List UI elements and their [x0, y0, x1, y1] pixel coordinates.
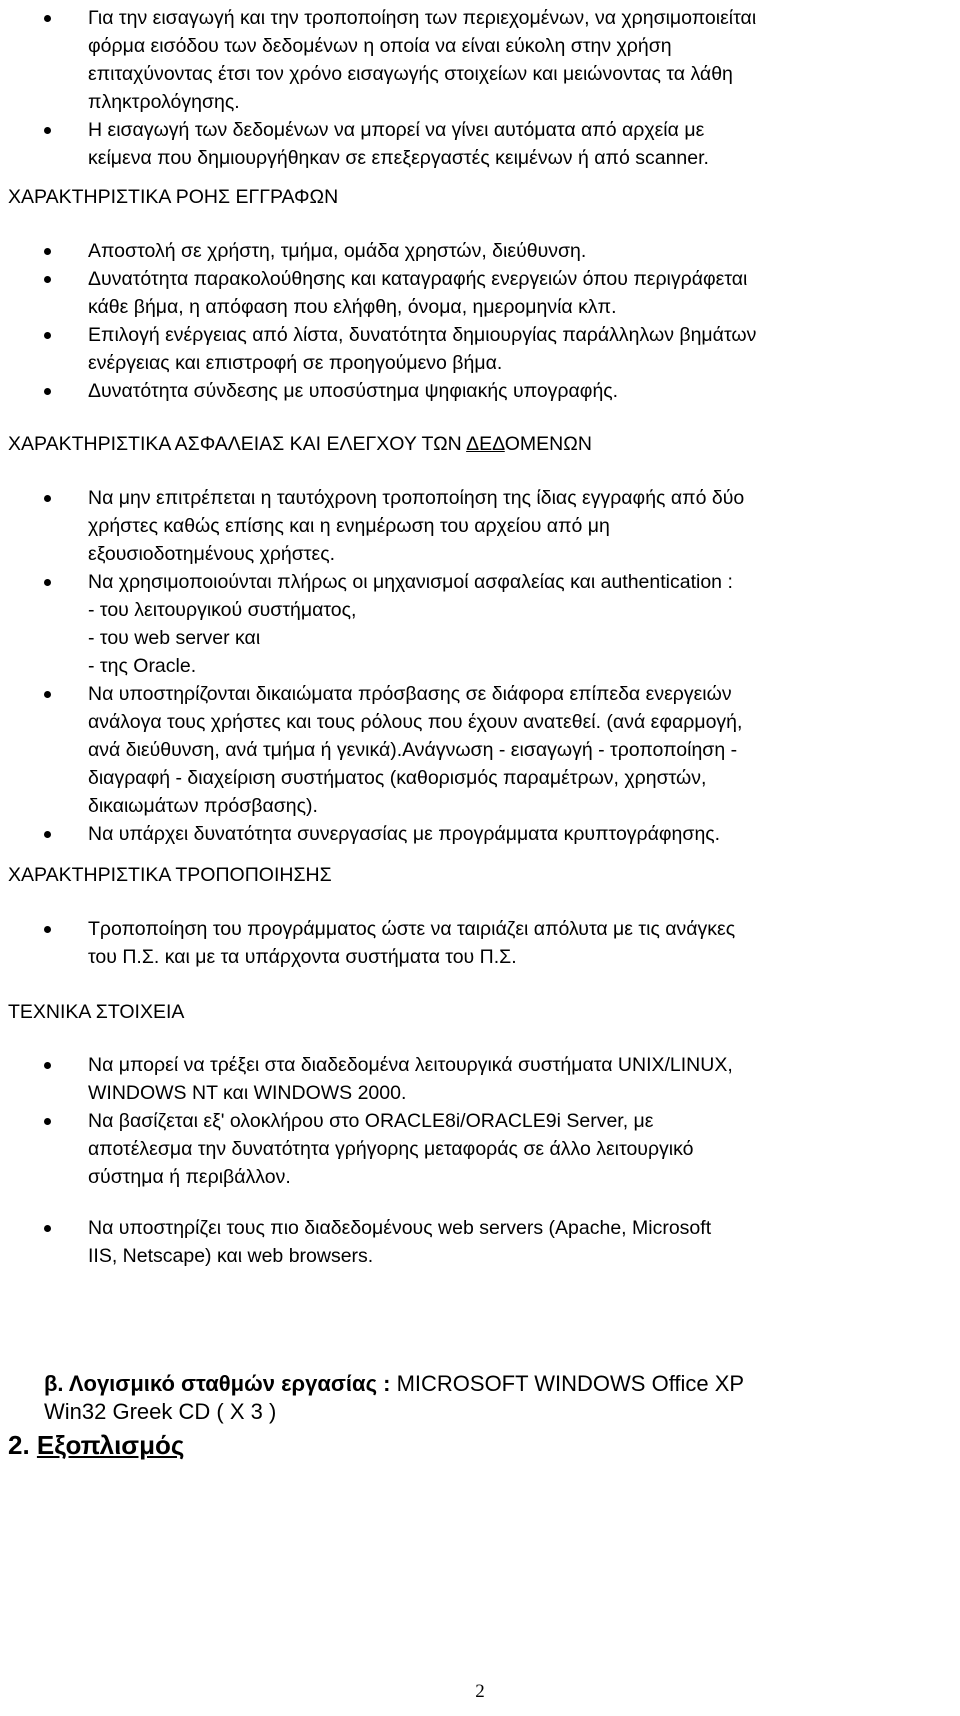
- list-item: [0, 568, 960, 680]
- heading-modification: ΧΑΡΑΚΤΗΡΙΣΤΙΚΑ ΤΡΟΠΟΠΟΙΗΣΗΣ: [8, 864, 332, 886]
- list-item-line: - του λειτουργικού συστήματος,: [88, 599, 357, 621]
- list-item-line: Επιλογή ενέργειας από λίστα, δυνατότητα δημιουργίας παράλληλων βημάτων: [88, 324, 757, 346]
- list-item: [0, 1107, 960, 1191]
- section-b-software: [44, 1370, 744, 1426]
- list-item-line: του Π.Σ. και με τα υπάρχοντα συστήματα του Π.Σ.: [88, 946, 517, 968]
- list-item: [0, 321, 960, 377]
- section-b-line2: Win32 Greek CD ( X 3 ): [44, 1399, 277, 1424]
- list-item-line: Δυνατότητα σύνδεσης με υποσύστημα ψηφιακής υπογραφής.: [88, 380, 619, 402]
- list-item-line: ανά διεύθυνση, ανά τμήμα ή γενικά).Ανάγνωση - εισαγωγή - τροποποίηση -: [88, 739, 738, 761]
- heading-flow: ΧΑΡΑΚΤΗΡΙΣΤΙΚΑ ΡΟΗΣ ΕΓΓΡΑΦΩΝ: [8, 186, 339, 208]
- list-item: [0, 116, 960, 172]
- list-item: [0, 1214, 960, 1270]
- list-item-line: κείμενα που δημιουργήθηκαν σε επεξεργαστές κειμένων ή από scanner.: [88, 147, 709, 169]
- section-b-value: MICROSOFT WINDOWS Office XP: [390, 1371, 745, 1396]
- list-item: [0, 377, 960, 405]
- section-b-label: β. Λογισμικό σταθμών εργασίας :: [44, 1371, 391, 1396]
- technical-list-b: [0, 1214, 960, 1270]
- list-item-line: Να χρησιμοποιούνται πλήρως οι μηχανισμοί ασφαλείας και authentication :: [88, 571, 733, 593]
- technical-list-block-b: [0, 1214, 960, 1270]
- list-item-line: Αποστολή σε χρήστη, τμήμα, ομάδα χρηστών, διεύθυνση.: [88, 240, 587, 262]
- section-2-heading: [8, 1429, 184, 1461]
- section-2-title: Εξοπλισμός: [36, 1430, 185, 1460]
- modification-list-block: [0, 915, 960, 971]
- list-item: [0, 4, 960, 116]
- section-2-number: 2.: [8, 1430, 37, 1460]
- list-item-line: Να μην επιτρέπεται η ταυτόχρονη τροποποίηση της ίδιας εγγραφής από δύο: [88, 487, 745, 509]
- list-item-line: WINDOWS NT και WINDOWS 2000.: [88, 1082, 407, 1104]
- list-item-line: - του web server και: [88, 627, 261, 649]
- list-item-line: αποτέλεσμα την δυνατότητα γρήγορης μεταφοράς σε άλλο λειτουργικό: [88, 1138, 694, 1160]
- list-item-line: διαγραφή - διαχείριση συστήματος (καθορισμός παραμέτρων, χρηστών,: [88, 767, 707, 789]
- list-item-line: Να υποστηρίζονται δικαιώματα πρόσβασης σε διάφορα επίπεδα ενεργειών: [88, 683, 732, 705]
- modification-list: [0, 915, 960, 971]
- flow-list: [0, 237, 960, 405]
- list-item-line: χρήστες καθώς επίσης και η ενημέρωση του αρχείου από μη: [88, 515, 610, 537]
- list-item-line: κάθε βήμα, η απόφαση που ελήφθη, όνομα, ημερομηνία κλπ.: [88, 296, 617, 318]
- list-item-line: - της Oracle.: [88, 655, 197, 677]
- list-item-line: Να υπάρχει δυνατότητα συνεργασίας με προγράμματα κρυπτογράφησης.: [88, 823, 721, 845]
- page-number: 2: [475, 1681, 485, 1702]
- security-list-block: [0, 484, 960, 848]
- list-item: [0, 484, 960, 568]
- list-item-line: Η εισαγωγή των δεδομένων να μπορεί να γίνει αυτόματα από αρχεία με: [88, 119, 705, 141]
- flow-list-block: [0, 237, 960, 405]
- list-item-line: Να βασίζεται εξ' ολοκλήρου στο ORACLE8i/ORACLE9i Server, με: [88, 1110, 654, 1132]
- list-item-line: Δυνατότητα παρακολούθησης και καταγραφής ενεργειών όπου περιγράφεται: [88, 268, 748, 290]
- list-item-line: ενέργειας και επιστροφή σε προηγούμενο βήμα.: [88, 352, 503, 374]
- list-item: [0, 237, 960, 265]
- list-item-line: επιταχύνοντας έτσι τον χρόνο εισαγωγής στοιχείων και μειώνοντας τα λάθη: [88, 63, 733, 85]
- list-item: [0, 265, 960, 321]
- list-item-line: δικαιωμάτων πρόσβασης).: [88, 795, 318, 817]
- technical-list-a: [0, 1051, 960, 1191]
- list-item-line: φόρμα εισόδου των δεδομένων η οποία να είναι εύκολη στην χρήση: [88, 35, 672, 57]
- heading-technical: ΤΕΧΝΙΚΑ ΣΤΟΙΧΕΙΑ: [8, 1001, 185, 1023]
- list-item-line: εξουσιοδοτημένους χρήστες.: [88, 543, 336, 565]
- technical-list-block-a: [0, 1051, 960, 1191]
- list-item: [0, 915, 960, 971]
- list-item-line: Τροποποίηση του προγράμματος ώστε να ταιριάζει απόλυτα με τις ανάγκες: [88, 918, 736, 940]
- list-item-line: σύστημα ή περιβάλλον.: [88, 1166, 291, 1188]
- section-b-line1: [44, 1370, 744, 1398]
- list-item: [0, 1051, 960, 1107]
- list-item: [0, 820, 960, 848]
- list-item: [0, 680, 960, 820]
- security-list: [0, 484, 960, 848]
- intro-list-block: [0, 4, 960, 172]
- list-item-line: πληκτρολόγησης.: [88, 91, 240, 113]
- list-item-line: Να μπορεί να τρέξει στα διαδεδομένα λειτουργικά συστήματα UNIX/LINUX,: [88, 1054, 733, 1076]
- intro-list: [0, 4, 960, 172]
- list-item-line: IIS, Netscape) και web browsers.: [88, 1245, 374, 1267]
- heading-security: ΧΑΡΑΚΤΗΡΙΣΤΙΚΑ ΑΣΦΑΛΕΙΑΣ ΚΑΙ ΕΛΕΓΧΟΥ ΤΩΝ ΔΕΔΟΜΕΝΩΝ: [8, 433, 592, 455]
- list-item-line: ανάλογα τους χρήστες και τους ρόλους που έχουν ανατεθεί. (ανά εφαρμογή,: [88, 711, 743, 733]
- list-item-line: Για την εισαγωγή και την τροποποίηση των περιεχομένων, να χρησιμοποιείται: [88, 7, 757, 29]
- list-item-line: Να υποστηρίζει τους πιο διαδεδομένους web servers (Apache, Microsoft: [88, 1217, 712, 1239]
